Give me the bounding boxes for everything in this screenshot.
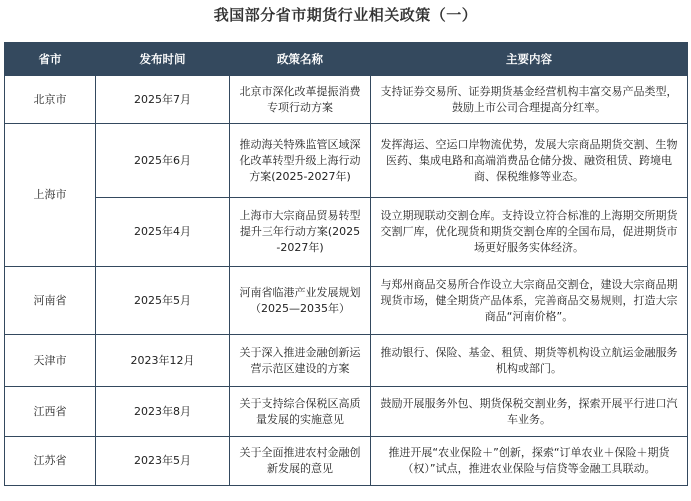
table-row <box>5 437 688 486</box>
table-row <box>5 76 688 124</box>
cell-content: 发挥海运、空运口岸物流优势，发展大宗商品期货交割、生物医药、集成电路和高端消费品仓储分拨、融资租赁、跨境电商、保税维修等业态。 <box>371 124 688 198</box>
cell-city: 北京市 <box>5 76 96 124</box>
cell-policy-name: 北京市深化改革提振消费专项行动方案 <box>230 76 371 124</box>
cell-date: 2025年7月 <box>96 76 230 124</box>
table-row <box>5 198 688 267</box>
table-row <box>5 267 688 335</box>
cell-content: 设立期现联动交割仓库。支持设立符合标准的上海期交所期货交割厂库，优化现货和期货交割仓库的全国布局，促进期货市场更好服务实体经济。 <box>371 198 688 267</box>
cell-date: 2023年8月 <box>96 387 230 437</box>
cell-city: 河南省 <box>5 267 96 335</box>
header-content: 主要内容 <box>371 43 688 76</box>
header-date: 发布时间 <box>96 43 230 76</box>
cell-city: 上海市 <box>5 124 96 267</box>
cell-policy-name: 推动海关特殊监管区域深化改革转型升级上海行动方案(2025-2027年) <box>230 124 371 198</box>
cell-date: 2025年6月 <box>96 124 230 198</box>
cell-date: 2025年4月 <box>96 198 230 267</box>
cell-content: 推进开展“农业保险＋”创新，探索“订单农业＋保险＋期货（权）”试点，推进农业保险与信贷等金融工具联动。 <box>371 437 688 486</box>
cell-date: 2023年5月 <box>96 437 230 486</box>
table-row <box>5 387 688 437</box>
policy-table <box>4 42 688 486</box>
cell-content: 与郑州商品交易所合作设立大宗商品交割仓，建设大宗商品期现货市场，健全期货产品体系，完善商品交易规则，打造大宗商品“河南价格”。 <box>371 267 688 335</box>
cell-content: 支持证券交易所、证券期货基金经营机构丰富交易产品类型，鼓励上市公司合理提高分红率。 <box>371 76 688 124</box>
page-title: 我国部分省市期货行业相关政策（一） <box>213 6 478 24</box>
cell-date: 2023年12月 <box>96 335 230 387</box>
cell-policy-name: 关于深入推进金融创新运营示范区建设的方案 <box>230 335 371 387</box>
table-row <box>5 124 688 198</box>
cell-policy-name: 关于支持综合保税区高质量发展的实施意见 <box>230 387 371 437</box>
table-row <box>5 335 688 387</box>
cell-date: 2025年5月 <box>96 267 230 335</box>
cell-city: 江苏省 <box>5 437 96 486</box>
cell-city: 天津市 <box>5 335 96 387</box>
header-name: 政策名称 <box>230 43 371 76</box>
header-city: 省市 <box>5 43 96 76</box>
cell-policy-name: 河南省临港产业发展规划（2025—2035年） <box>230 267 371 335</box>
table-header-row <box>5 43 688 76</box>
cell-policy-name: 关于全面推进农村金融创新发展的意见 <box>230 437 371 486</box>
cell-content: 鼓励开展服务外包、期货保税交割业务，探索开展平行进口汽车业务。 <box>371 387 688 437</box>
cell-city: 江西省 <box>5 387 96 437</box>
cell-policy-name: 上海市大宗商品贸易转型提升三年行动方案(2025-2027年) <box>230 198 371 267</box>
cell-content: 推动银行、保险、基金、租赁、期货等机构设立航运金融服务机构或部门。 <box>371 335 688 387</box>
